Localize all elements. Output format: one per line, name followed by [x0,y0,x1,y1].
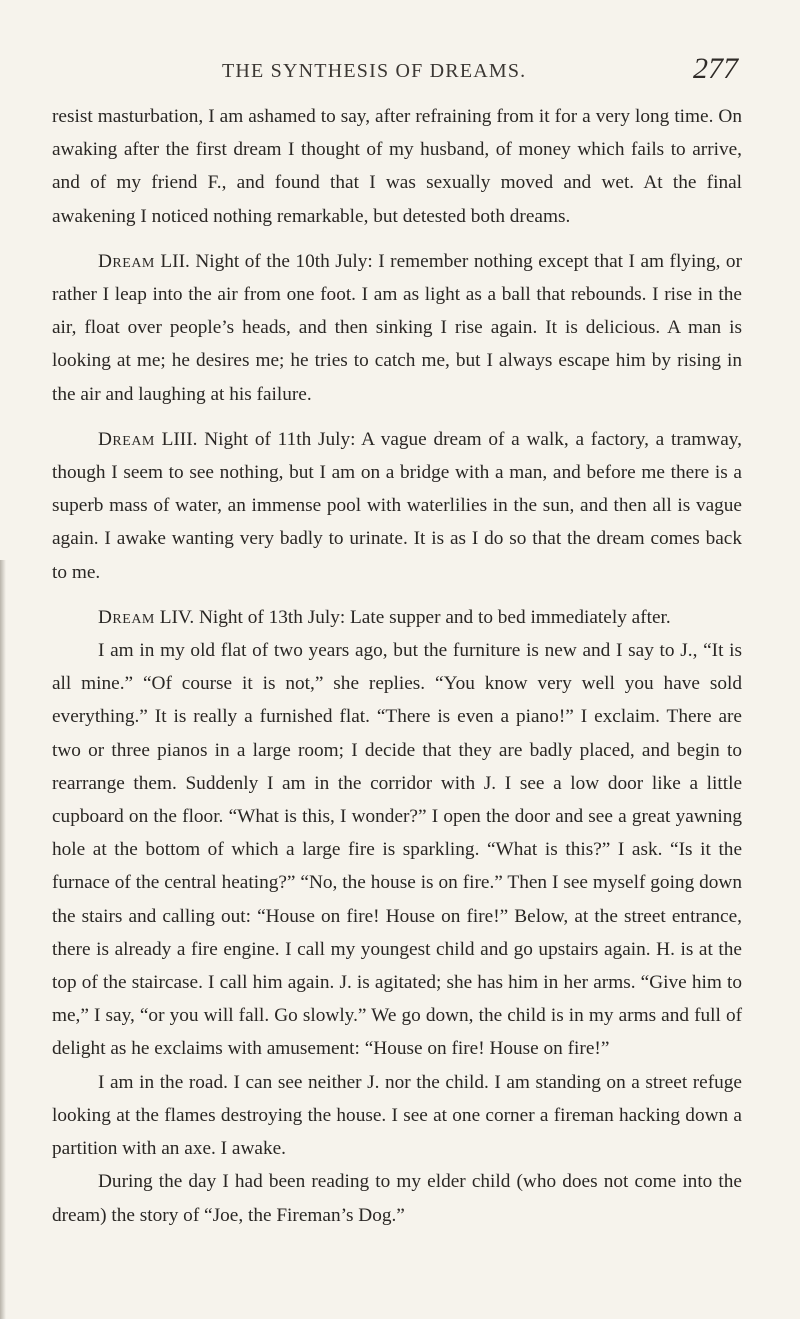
page-header [0,52,800,92]
paragraph-dream-liv [52,601,742,634]
paragraph-during-day: During the day I had been reading to my elder child (who does not come into the dream) the story of “Joe, the Fireman’s Dog.” [52,1171,742,1226]
paragraph-1: resist masturbation, I am ashamed to say, after refraining from it for a very long time. On awaking after the first dream I thought of my husband, of money which fails to arrive, and of my friend F., and found that I was sexually moved and wet. At the final awakening I noticed nothing remarkable, but detested both dreams. [52,106,742,227]
paragraph-dream-liii [52,423,742,589]
dream-liii-text: LIII. Night of 11th July: A vague dream of a walk, a factory, a tramway, though I seem to see nothing, but I am on a bridge with a man, and before me there is a superb mass of water, an immense pool with waterlilies in the sun, and then all is vague again. I awake wanting very badly to urinate. It is as I do so that the dream comes back to me. [52,428,742,583]
page-number: 277 [693,52,738,85]
paragraph-flat: I am in my old flat of two years ago, but the furniture is new and I say to J., “It is all mine.” “Of course it is not,” she replies. “You know very well you have sold everything.” It is really a furnished flat. “There is even a piano!” I exclaim. There are two or three pianos in a large room; I decide that they are badly placed, and begin to rearrange them. Suddenly I am in the corridor with J. I see a low door like a little cupboard on the floor. “What is this, I wonder?” I open the door and see a great yawning hole at the bottom of which a large fire is sparkling. “What is this?” I ask. “Is it the furnace of the central heating?” “No, the house is on fire.” Then I see myself going down the stairs and calling out: “House on fire! House on fire!” Below, at the street entrance, there is already a fire engine. I call my youngest child and go upstairs again. H. is at the top of the staircase. I call him again. J. is agitated; she has him in her arms. “Give him to me,” I say, “or you will fall. Go slowly.” We go down, the child is in my arms and full of delight as he exclaims with amusement: “House on fire! House on fire!” [52,640,742,1060]
dream-lii-text: LII. Night of the 10th July: I remember nothing except that I am flying, or rather I leap into the air from one foot. I am as light as a ball that rebounds. I rise in the air, float over people’s heads, and then sinking I rise again. It is delicious. A man is looking at me; he desires me; he tries to catch me, but I always escape him by rising in the air and laughing at his failure. [52,250,742,405]
paragraph-road: I am in the road. I can see neither J. nor the child. I am standing on a street refuge looking at the flames destroying the house. I see at one corner a fireman hacking down a partition with an axe. I awake. [52,1071,742,1160]
dream-liv-text: LIV. Night of 13th July: Late supper and to bed immediately after. [159,606,671,628]
paragraph-dream-lii [52,245,742,411]
page-edge-shadow [0,560,6,1319]
dream-label: Dream [98,250,155,272]
running-head: THE SYNTHESIS OF DREAMS. [222,60,527,82]
page-body [52,100,742,1232]
dream-label: Dream [98,428,155,450]
dream-label: Dream [98,606,155,628]
